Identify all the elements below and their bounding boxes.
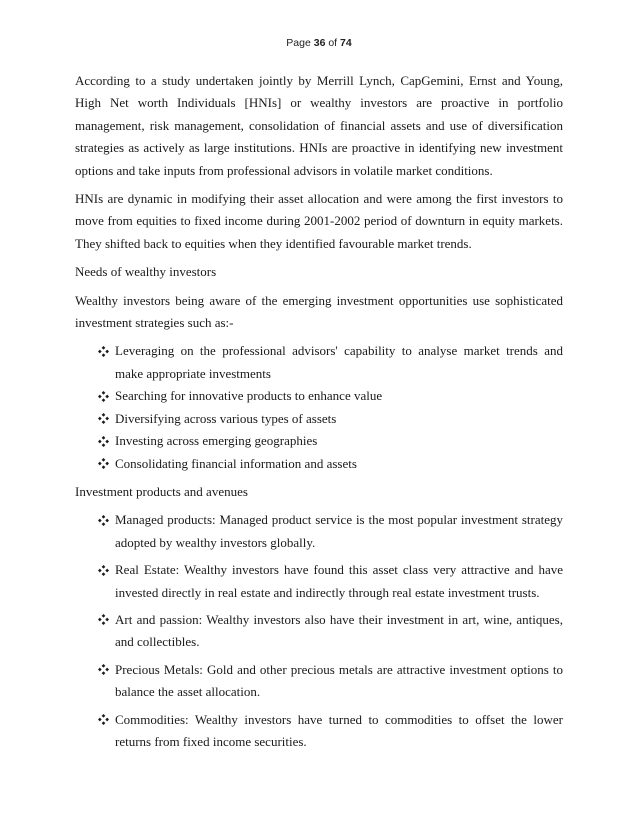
page-body [75, 70, 563, 759]
list-item [97, 385, 563, 407]
list-item [97, 659, 563, 704]
diamond-bullet-icon [97, 385, 109, 407]
strategies-list [75, 340, 563, 474]
products-list [75, 509, 563, 753]
page-header [0, 37, 638, 49]
list-item [97, 340, 563, 385]
page-of: of [325, 37, 341, 49]
list-item-text: Investing across emerging geographies [115, 433, 318, 449]
list-item [97, 453, 563, 475]
list-item-text: Diversifying across various types of assets [115, 410, 337, 426]
diamond-bullet-icon [97, 408, 109, 430]
diamond-bullet-icon [97, 609, 109, 631]
list-item [97, 609, 563, 654]
diamond-bullet-icon [97, 453, 109, 475]
list-item-text: Art and passion: Wealthy investors also have their investment in art, wine, antiques, and collectibles. [115, 611, 563, 650]
list-item [97, 709, 563, 754]
list-item-text: Leveraging on the professional advisors' capability to analyse market trends and make appropriate investments [115, 343, 563, 381]
diamond-bullet-icon [97, 430, 109, 452]
intro-paragraph: According to a study undertaken jointly by Merrill Lynch, CapGemini, Ernst and Young, High Net worth Individuals [HNIs] or wealthy investors are proactive in portfolio management, risk management, consolidation of financial assets and use of diversification strategies as actively as large institutions. HNIs are proactive in identifying new investment options and take inputs from professional advisors in volatile market conditions. [75, 73, 563, 178]
diamond-bullet-icon [97, 509, 109, 531]
diamond-bullet-icon [97, 709, 109, 731]
asset-allocation-paragraph: HNIs are dynamic in modifying their asset allocation and were among the first investors to move from equities to fixed income during 2001-2002 period of downturn in equity markets. They shifted back to equities when they identified favourable market trends. [75, 191, 563, 251]
diamond-bullet-icon [97, 659, 109, 681]
strategies-intro-paragraph: Wealthy investors being aware of the emerging investment opportunities use sophisticated investment strategies such as:- [75, 292, 563, 331]
list-item [97, 509, 563, 554]
list-item-text: Precious Metals: Gold and other precious metals are attractive investment options to balance the asset allocation. [115, 661, 563, 700]
list-item-text: Real Estate: Wealthy investors have found this asset class very attractive and have invested directly in real estate and indirectly through real estate investment trusts. [115, 562, 563, 600]
list-item-text: Consolidating financial information and assets [115, 455, 357, 471]
list-item-text: Commodities: Wealthy investors have turned to commodities to offset the lower returns from fixed income securities. [115, 711, 563, 749]
diamond-bullet-icon [97, 559, 109, 581]
list-item-text: Searching for innovative products to enhance value [115, 388, 383, 404]
list-item [97, 408, 563, 430]
list-item-text: Managed products: Managed product service is the most popular investment strategy adopted by wealthy investors globally. [115, 512, 563, 550]
list-item [97, 559, 563, 604]
page-total: 74 [340, 37, 352, 49]
diamond-bullet-icon [97, 340, 109, 362]
list-item [97, 430, 563, 452]
page-current: 36 [313, 37, 326, 49]
page-label: Page [286, 37, 314, 49]
products-heading: Investment products and avenues [75, 483, 248, 499]
needs-heading: Needs of wealthy investors [75, 264, 217, 280]
